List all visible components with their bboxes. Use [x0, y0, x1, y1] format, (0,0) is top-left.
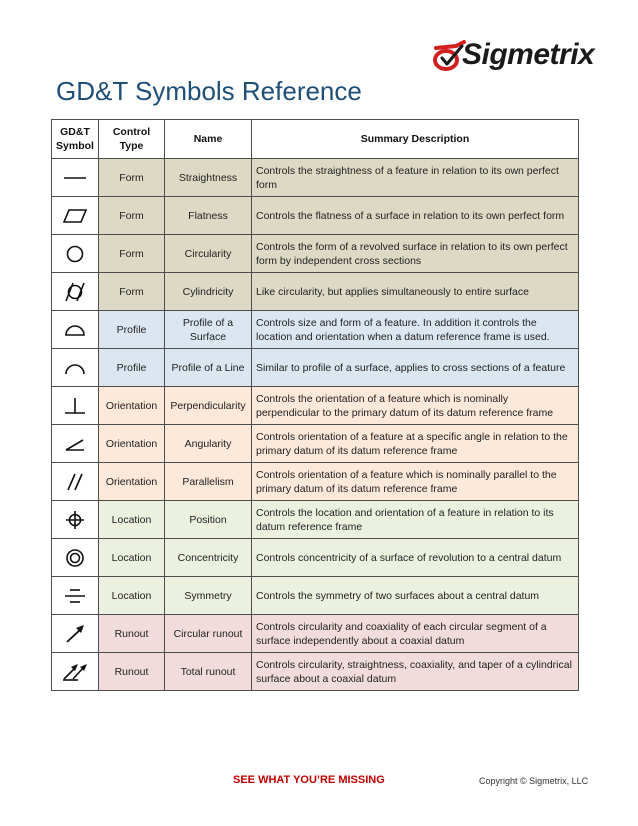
- name-cell: Angularity: [165, 425, 252, 463]
- control-type-cell: Form: [99, 235, 165, 273]
- straightness-icon: [60, 166, 90, 190]
- sigmetrix-logo: [432, 38, 595, 78]
- concentricity-icon: [60, 546, 90, 570]
- header-name: Name: [165, 120, 252, 159]
- control-type-cell: Location: [99, 501, 165, 539]
- table-row: [52, 349, 579, 387]
- table-row: [52, 463, 579, 501]
- control-type-cell: Form: [99, 197, 165, 235]
- perpendicularity-icon: [60, 394, 90, 418]
- control-type-cell: Form: [99, 159, 165, 197]
- description-cell: Similar to profile of a surface, applies to cross sections of a feature: [252, 349, 579, 387]
- page-title: GD&T Symbols Reference: [56, 76, 362, 106]
- name-cell: Flatness: [165, 197, 252, 235]
- name-cell: Concentricity: [165, 539, 252, 577]
- control-type-cell: Orientation: [99, 425, 165, 463]
- symbol-cell: [52, 235, 99, 273]
- name-cell: Position: [165, 501, 252, 539]
- control-type-cell: Location: [99, 577, 165, 615]
- control-type-cell: Profile: [99, 349, 165, 387]
- control-type-cell: Runout: [99, 653, 165, 691]
- name-cell: Symmetry: [165, 577, 252, 615]
- symbol-cell: [52, 501, 99, 539]
- symbol-cell: [52, 463, 99, 501]
- table-row: [52, 653, 579, 691]
- name-cell: Circular runout: [165, 615, 252, 653]
- symbol-cell: [52, 159, 99, 197]
- name-cell: Cylindricity: [165, 273, 252, 311]
- cylindricity-icon: [60, 280, 90, 304]
- total-runout-icon: [60, 660, 90, 684]
- symbol-cell: [52, 197, 99, 235]
- name-cell: Total runout: [165, 653, 252, 691]
- profile-of-surface-icon: [60, 318, 90, 342]
- control-type-cell: Runout: [99, 615, 165, 653]
- name-cell: Perpendicularity: [165, 387, 252, 425]
- symbol-cell: [52, 577, 99, 615]
- footer-slogan: SEE WHAT YOU’RE MISSING: [233, 774, 385, 786]
- description-cell: Controls circularity, straightness, coaxiality, and taper of a cylindrical surface about a coaxial datum: [252, 653, 579, 691]
- table-row: [52, 159, 579, 197]
- logo-text: Sigmetrix: [462, 38, 595, 71]
- description-cell: Like circularity, but applies simultaneously to entire surface: [252, 273, 579, 311]
- control-type-cell: Location: [99, 539, 165, 577]
- table-row: [52, 501, 579, 539]
- circularity-icon: [60, 242, 90, 266]
- symbol-cell: [52, 273, 99, 311]
- gdt-symbols-table: [51, 119, 579, 691]
- parallelism-icon: [60, 470, 90, 494]
- description-cell: Controls orientation of a feature which is nominally parallel to the primary datum of its datum reference frame: [252, 463, 579, 501]
- description-cell: Controls the location and orientation of a feature in relation to its datum reference frame: [252, 501, 579, 539]
- control-type-cell: Profile: [99, 311, 165, 349]
- symbol-cell: [52, 311, 99, 349]
- name-cell: Parallelism: [165, 463, 252, 501]
- description-cell: Controls circularity and coaxiality of each circular segment of a surface independently about a coaxial datum: [252, 615, 579, 653]
- description-cell: Controls size and form of a feature. In addition it controls the location and orientation when a datum reference frame is used.: [252, 311, 579, 349]
- symbol-cell: [52, 615, 99, 653]
- symbol-cell: [52, 387, 99, 425]
- profile-of-line-icon: [60, 356, 90, 380]
- symbol-cell: [52, 653, 99, 691]
- control-type-cell: Form: [99, 273, 165, 311]
- circular-runout-icon: [60, 622, 90, 646]
- name-cell: Circularity: [165, 235, 252, 273]
- footer-copyright: Copyright © Sigmetrix, LLC: [479, 776, 589, 786]
- flatness-icon: [60, 204, 90, 228]
- name-cell: Profile of a Surface: [165, 311, 252, 349]
- description-cell: Controls the flatness of a surface in relation to its own perfect form: [252, 197, 579, 235]
- header-summary: Summary Description: [252, 120, 579, 159]
- table-row: [52, 577, 579, 615]
- description-cell: Controls the form of a revolved surface in relation to its own perfect form by independent cross sections: [252, 235, 579, 273]
- symbol-cell: [52, 425, 99, 463]
- table-row: [52, 197, 579, 235]
- header-symbol: GD&T Symbol: [52, 120, 99, 159]
- name-cell: Straightness: [165, 159, 252, 197]
- table-row: [52, 425, 579, 463]
- description-cell: Controls the symmetry of two surfaces about a central datum: [252, 577, 579, 615]
- table-row: [52, 615, 579, 653]
- angularity-icon: [60, 432, 90, 456]
- description-cell: Controls concentricity of a surface of revolution to a central datum: [252, 539, 579, 577]
- control-type-cell: Orientation: [99, 387, 165, 425]
- symbol-cell: [52, 349, 99, 387]
- description-cell: Controls orientation of a feature at a specific angle in relation to the primary datum of its datum reference frame: [252, 425, 579, 463]
- table-header-row: [52, 120, 579, 159]
- description-cell: Controls the orientation of a feature which is nominally perpendicular to the primary datum of its datum reference frame: [252, 387, 579, 425]
- position-icon: [60, 508, 90, 532]
- name-cell: Profile of a Line: [165, 349, 252, 387]
- description-cell: Controls the straightness of a feature in relation to its own perfect form: [252, 159, 579, 197]
- table-row: [52, 235, 579, 273]
- table-row: [52, 539, 579, 577]
- symbol-cell: [52, 539, 99, 577]
- table-row: [52, 273, 579, 311]
- table-row: [52, 311, 579, 349]
- logo-mark-icon: [432, 40, 466, 74]
- header-control-type: Control Type: [99, 120, 165, 159]
- symmetry-icon: [60, 584, 90, 608]
- control-type-cell: Orientation: [99, 463, 165, 501]
- table-row: [52, 387, 579, 425]
